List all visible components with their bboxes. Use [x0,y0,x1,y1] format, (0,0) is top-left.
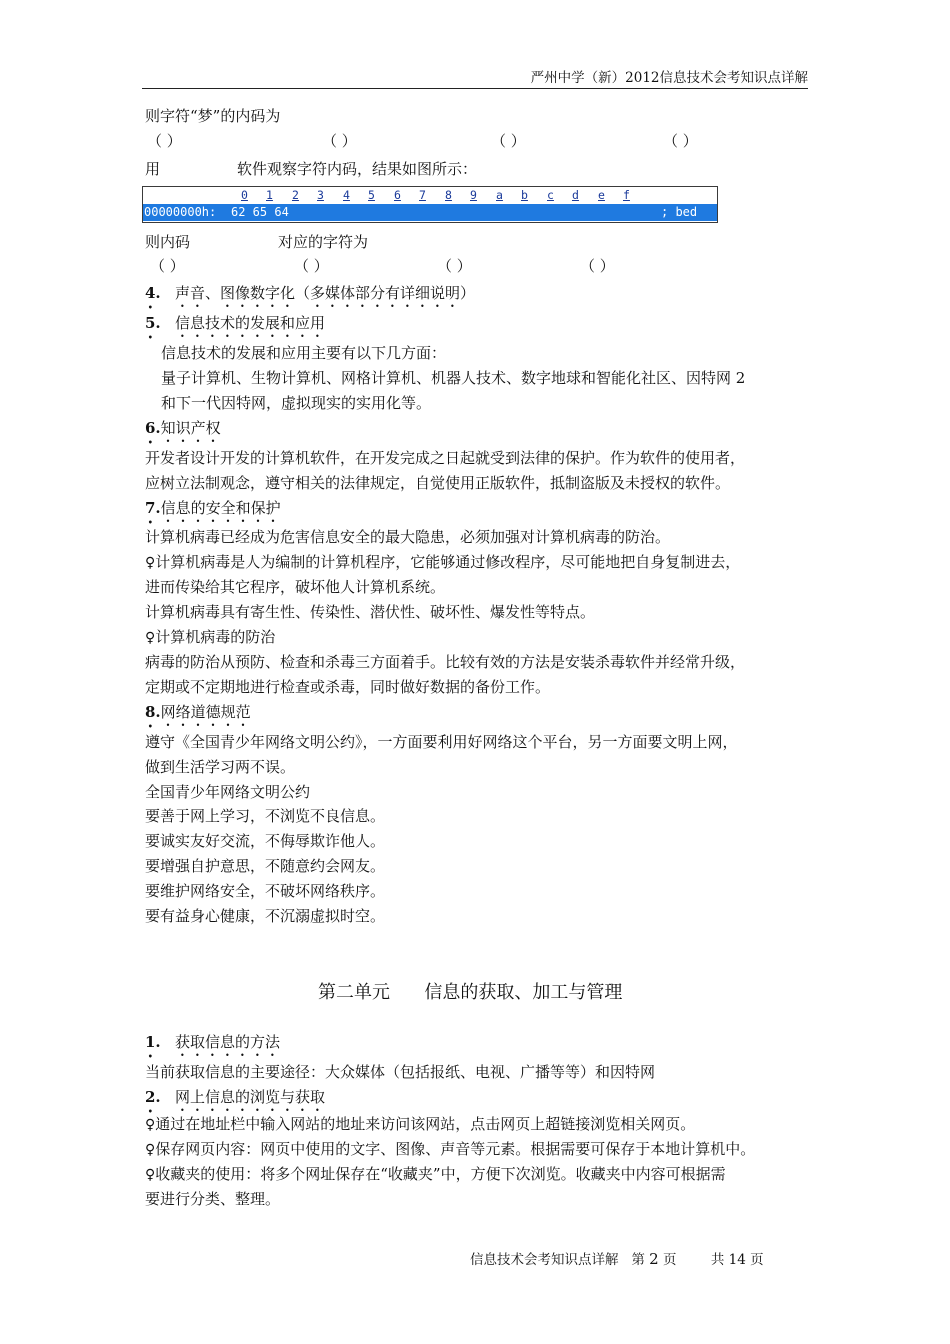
section-heading [145,702,251,731]
paragraph-line: 开发者设计开发的计算机软件，在开发完成之日起就受到法律的保护。作为软件的使用者， [145,449,746,467]
paragraph-line: 做到生活学习两不误。 [145,758,296,776]
hex-col: b [521,188,528,202]
section-title: 网络道德规范 [160,703,251,721]
text-line: 软件观察字符内码，结果如图所示： [237,160,478,178]
section-heading [145,283,475,312]
paragraph-line: 和下一代因特网，虚拟现实的实用化等。 [161,394,432,412]
option-paren: （ ） [147,132,182,150]
paragraph-line: 要诚实友好交流，不侮辱欺诈他人。 [145,832,386,850]
section-number: 1. [145,1033,161,1051]
option-paren: （ ） [322,132,357,150]
text-line: 则内码 [145,233,191,251]
footer-text: 信息技术会考知识点详解 第 [470,1252,645,1268]
hex-col: 5 [368,188,375,202]
bullet-icon: ♀ [145,555,156,571]
text-line: 对应的字符为 [278,233,369,251]
hex-col: 2 [292,188,299,202]
paragraph-line: 要进行分类、整理。 [145,1190,281,1208]
section-heading [145,418,221,447]
paragraph-line: 全国青少年网络文明公约 [145,783,311,801]
option-paren: （ ） [437,257,472,275]
hex-col: 0 [241,188,248,202]
hex-col: c [547,188,554,202]
option-paren: （ ） [663,132,698,150]
hex-col: a [496,188,503,202]
paragraph-line: ♀保存网页内容：网页中使用的文字、图像、声音等元素。根据需要可保存于本地计算机中。 [145,1140,756,1158]
section-number: 6. [145,419,161,437]
hex-col: 1 [266,188,273,202]
paragraph-line: 计算机病毒具有寄生性、传染性、潜伏性、破坏性、爆发性等特点。 [145,603,596,621]
option-paren: （ ） [491,132,526,150]
section-heading [145,1087,325,1116]
section-title: 声音、图像数字化（多媒体部分有详细说明） [174,284,475,302]
section-heading [145,498,281,527]
paragraph-line: ♀计算机病毒的防治 [145,628,276,646]
paragraph-line: 遵守《全国青少年网络文明公约》，一方面要利用好网络这个平台，另一方面要文明上网， [145,733,738,751]
paragraph-line: 要增强自护意思，不随意约会网友。 [145,857,386,875]
page-footer [470,1248,764,1268]
hex-bytes: 62 65 64 [231,205,289,219]
hex-column-header [143,187,717,203]
hex-col: 6 [394,188,401,202]
paragraph-line: 要有益身心健康，不沉溺虚拟时空。 [145,907,386,925]
hex-col: 4 [343,188,350,202]
section-heading [145,313,325,342]
text-line: 用 [145,160,161,178]
section-title: 信息技术的发展和应用 [174,314,325,332]
section-title: 网上信息的浏览与获取 [174,1088,325,1106]
hex-ascii: ; bed [661,205,698,219]
section-heading [145,1032,280,1061]
bullet-icon: ♀ [145,630,156,646]
paragraph-line: 量子计算机、生物计算机、网格计算机、机器人技术、数字地球和智能化社区、因特网 2 [161,369,746,387]
bullet-icon: ♀ [145,1117,156,1133]
paragraph-line: ♀通过在地址栏中输入网站的地址来访问该网站，点击网页上超链接浏览相关网页。 [145,1115,696,1133]
hex-col: 8 [445,188,452,202]
hex-viewer [142,186,718,223]
footer-page-number: 2 [649,1250,659,1268]
header-text: 严州中学（新）2012信息技术会考知识点详解 [530,70,808,86]
section-title: 知识产权 [160,419,221,437]
paragraph-line: 要善于网上学习，不浏览不良信息。 [145,807,386,825]
hex-col: 9 [470,188,477,202]
section-number: 4. [145,284,161,302]
paragraph-line: ♀收藏夹的使用：将多个网址保存在“收藏夹”中，方便下次浏览。收藏夹中内容可根据需 [145,1165,726,1183]
bullet-icon: ♀ [145,1167,156,1183]
paragraph-line: 病毒的防治从预防、检查和杀毒三方面着手。比较有效的方法是安装杀毒软件并经常升级， [145,653,746,671]
paragraph-line: ♀计算机病毒是人为编制的计算机程序，它能够通过修改程序，尽可能地把自身复制进去， [145,553,741,571]
bullet-icon: ♀ [145,1142,156,1158]
paragraph-line: 当前获取信息的主要途径：大众媒体（包括报纸、电视、广播等等）和因特网 [145,1063,656,1081]
hex-address: 00000000h: [144,205,217,219]
section-number: 7. [145,499,161,517]
section-number: 5. [145,314,161,332]
hex-col: e [598,188,605,202]
paragraph-line: 应树立法制观念，遵守相关的法律规定，自觉使用正版软件，抵制盗版及未授权的软件。 [145,474,731,492]
footer-total: 页 共 14 页 [663,1252,764,1268]
hex-col: f [623,188,630,202]
option-paren: （ ） [580,257,615,275]
page-header [142,70,808,89]
paragraph-line: 要维护网络安全，不破坏网络秩序。 [145,882,386,900]
text-line: 则字符“梦”的内码为 [145,107,281,125]
hex-data-row[interactable] [143,204,717,221]
paragraph-line: 定期或不定期地进行检查或杀毒，同时做好数据的备份工作。 [145,678,551,696]
section-title: 获取信息的方法 [174,1033,280,1051]
section-title: 信息的安全和保护 [160,499,281,517]
option-paren: （ ） [294,257,329,275]
unit-title: 第二单元 信息的获取、加工与管理 [318,982,623,1003]
section-number: 8. [145,703,161,721]
hex-col: d [572,188,579,202]
paragraph-line: 计算机病毒已经成为危害信息安全的最大隐患，必须加强对计算机病毒的防治。 [145,528,671,546]
section-number: 2. [145,1088,161,1106]
hex-col: 7 [419,188,426,202]
hex-col: 3 [317,188,324,202]
option-paren: （ ） [150,257,185,275]
paragraph-line: 信息技术的发展和应用主要有以下几方面： [161,344,447,362]
paragraph-line: 进而传染给其它程序，破坏他人计算机系统。 [145,578,446,596]
